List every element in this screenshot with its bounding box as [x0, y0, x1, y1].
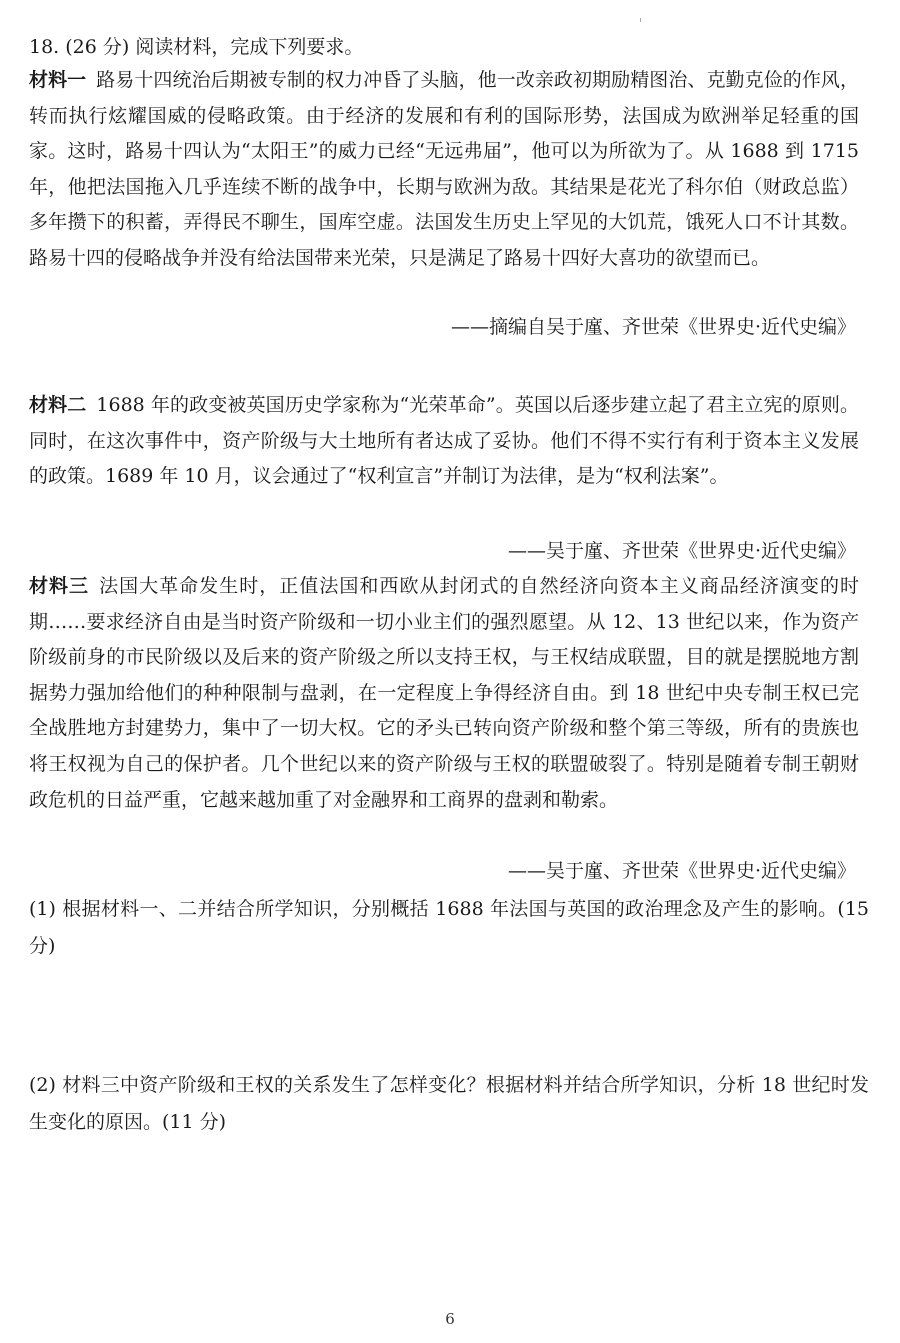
question-header: 18. (26 分) 阅读材料，完成下列要求。: [29, 36, 364, 58]
material-one: [29, 63, 859, 277]
scan-mark: [640, 18, 641, 22]
sub-question-2: (2) 材料三中资产阶级和王权的关系发生了怎样变化？根据材料并结合所学知识，分析 18 世纪时发生变化的原因。(11 分): [29, 1074, 869, 1133]
material-two-text: 1688 年的政变被英国历史学家称为“光荣革命”。英国以后逐步建立起了君主立宪的原则。同时，在这次事件中，资产阶级与大土地所有者达成了妥协。他们不得不实行有利于资本主义发展的政策。1689 年 10 月，议会通过了“权利宣言”并制订为法律，是为“权利法案”。: [29, 394, 859, 488]
material-two: [29, 388, 859, 495]
material-one-label: 材料一: [29, 69, 87, 91]
material-three-text: 法国大革命发生时，正值法国和西欧从封闭式的自然经济向资本主义商品经济演变的时期……要求经济自由是当时资产阶级和一切小业主们的强烈愿望。从 12、13 世纪以来，作为资产阶级前身的市民阶级以及后来的资产阶级之所以支持王权，与王权结成联盟，目的就是摆脱地方割据势力强加给他们的种种限制与盘剥，在一定程度上争得经济自由。到 18 世纪中央专制王权已完全战胜地方封建势力，集中了一切大权。它的矛头已转向资产阶级和整个第三等级，所有的贵族也将王权视为自己的保护者。几个世纪以来的资产阶级与王权的联盟破裂了。特别是随着专制王朝财政危机的日益严重，它越来越加重了对金融界和工商界的盘剥和勒索。: [29, 575, 859, 811]
material-one-text: 路易十四统治后期被专制的权力冲昏了头脑，他一改亲政初期励精图治、克勤克俭的作风，转而执行炫耀国威的侵略政策。由于经济的发展和有利的国际形势，法国成为欧洲举足轻重的国家。这时，路易十四认为“太阳王”的威力已经“无远弗届”，他可以为所欲为了。从 1688 到 1715 年，他把法国拖入几乎连续不断的战争中，长期与欧洲为敌。其结果是花光了科尔伯（财政总监）多年攒下的积蓄，弄得民不聊生，国库空虚。法国发生历史上罕见的大饥荒，饿死人口不计其数。路易十四的侵略战争并没有给法国带来光荣，只是满足了路易十四好大喜功的欲望而已。: [29, 69, 859, 269]
material-one-source: ——摘编自吴于廑、齐世荣《世界史·近代史编》: [450, 316, 856, 338]
sub-question-1: (1) 根据材料一、二并结合所学知识，分别概括 1688 年法国与英国的政治理念及产生的影响。(15 分): [29, 898, 869, 957]
material-two-label: 材料二: [29, 394, 87, 416]
material-three-source: ——吴于廑、齐世荣《世界史·近代史编》: [507, 860, 856, 882]
material-two-source: ——吴于廑、齐世荣《世界史·近代史编》: [507, 540, 856, 562]
material-three: [29, 569, 859, 818]
material-three-label: 材料三: [29, 575, 90, 597]
page-number: 6: [445, 1310, 455, 1328]
